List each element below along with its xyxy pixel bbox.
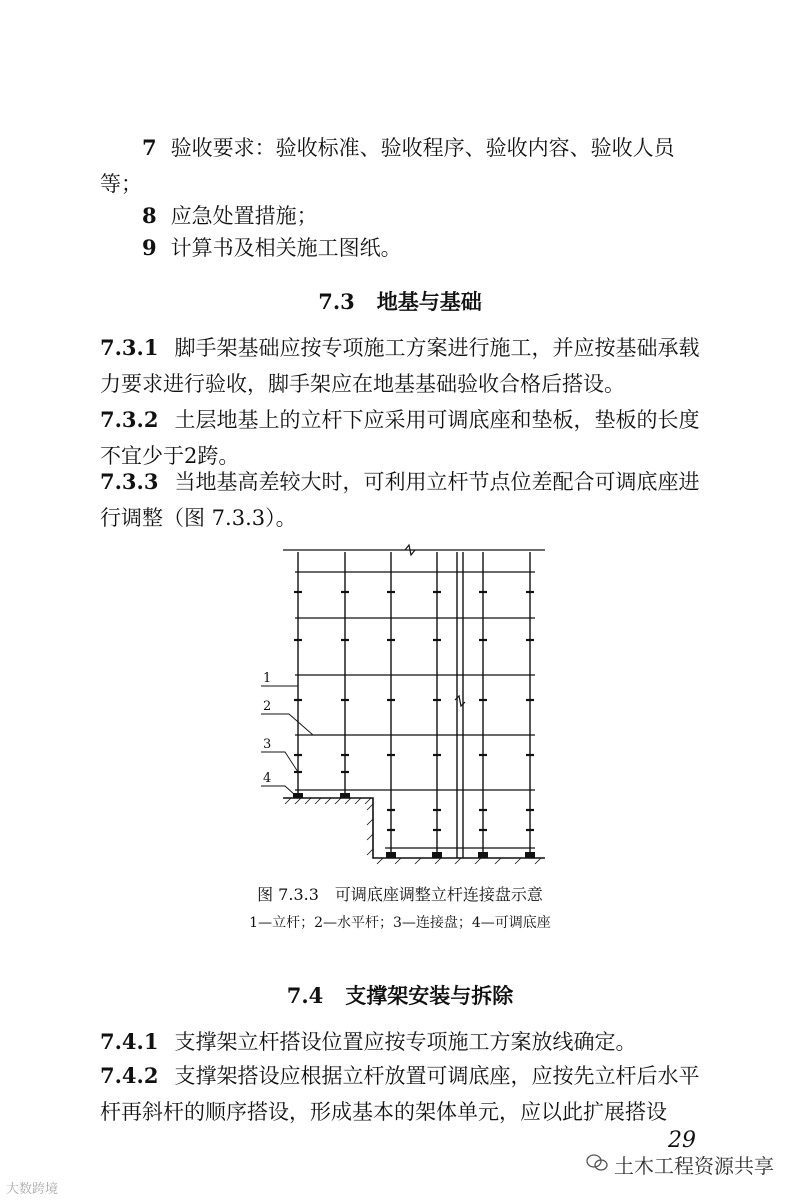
page-number: 29 <box>668 1128 696 1153</box>
clause-7-3-3 <box>100 464 712 536</box>
clause-text: 支撑架搭设应根据立杆放置可调底座，应按先立杆后水平杆再斜杆的顺序搭设，形成基本的架体单元，应以此扩展搭设 <box>100 1064 700 1124</box>
list-item-number: 8 <box>142 203 157 228</box>
list-item-9 <box>100 230 712 266</box>
clause-number: 7.3.3 <box>100 469 159 494</box>
clause-number: 7.4.1 <box>100 1029 159 1054</box>
watermark-left: 大数跨境 <box>6 1182 59 1197</box>
clause-text: 脚手架基础应按专项施工方案进行施工，并应按基础承载力要求进行验收，脚手架应在地基基础验收合格后搭设。 <box>100 336 700 396</box>
figure-caption: 图 7.3.3 可调底座调整立杆连接盘示意 <box>257 885 543 904</box>
figure-label-3: 3 <box>263 737 272 752</box>
list-item-text: 计算书及相关施工图纸。 <box>170 236 402 260</box>
wechat-icon <box>586 1153 608 1177</box>
list-item-text: 应急处置措施； <box>170 204 318 228</box>
clause-text: 土层地基上的立杆下应采用可调底座和垫板，垫板的长度不宜少于2跨。 <box>100 408 700 468</box>
section-number: 7.4 <box>286 983 324 1008</box>
section-title-text: 支撑架安装与拆除 <box>345 984 514 1008</box>
section-number: 7.3 <box>318 289 355 314</box>
ground-line <box>283 798 545 858</box>
clause-number: 7.4.2 <box>100 1063 159 1088</box>
section-heading-7-4 <box>0 980 800 1010</box>
list-item-number: 9 <box>142 235 157 260</box>
clause-7-4-2 <box>100 1058 712 1130</box>
list-item-7 <box>100 130 712 202</box>
watermark-right <box>586 1150 774 1179</box>
figure-label-1: 1 <box>263 671 272 686</box>
connecting-discs <box>294 592 534 830</box>
scaffold-figure <box>255 540 555 870</box>
figure-label-4: 4 <box>263 771 272 786</box>
section-heading-7-3 <box>0 286 800 316</box>
clause-number: 7.3.2 <box>100 407 159 432</box>
figure-label-2: 2 <box>263 699 272 714</box>
watermark-right-text: 土木工程资源共享 <box>614 1154 774 1178</box>
section-title-text: 地基与基础 <box>376 290 482 314</box>
clause-text: 支撑架立杆搭设位置应按专项施工方案放线确定。 <box>174 1030 637 1054</box>
figure-legend: 1—立杆；2—水平杆；3—连接盘；4—可调底座 <box>249 915 551 931</box>
clause-text: 当地基高差较大时，可利用立杆节点位差配合可调底座进行调整（图 7.3.3）。 <box>100 470 700 530</box>
clause-7-3-1 <box>100 330 712 402</box>
clause-7-4-1 <box>100 1024 712 1060</box>
list-item-number: 7 <box>142 135 157 160</box>
list-item-8 <box>100 198 712 234</box>
clause-number: 7.3.1 <box>100 335 159 360</box>
ground-hatch <box>285 798 541 864</box>
list-item-text: 验收要求：验收标准、验收程序、验收内容、验收人员等； <box>100 136 675 196</box>
